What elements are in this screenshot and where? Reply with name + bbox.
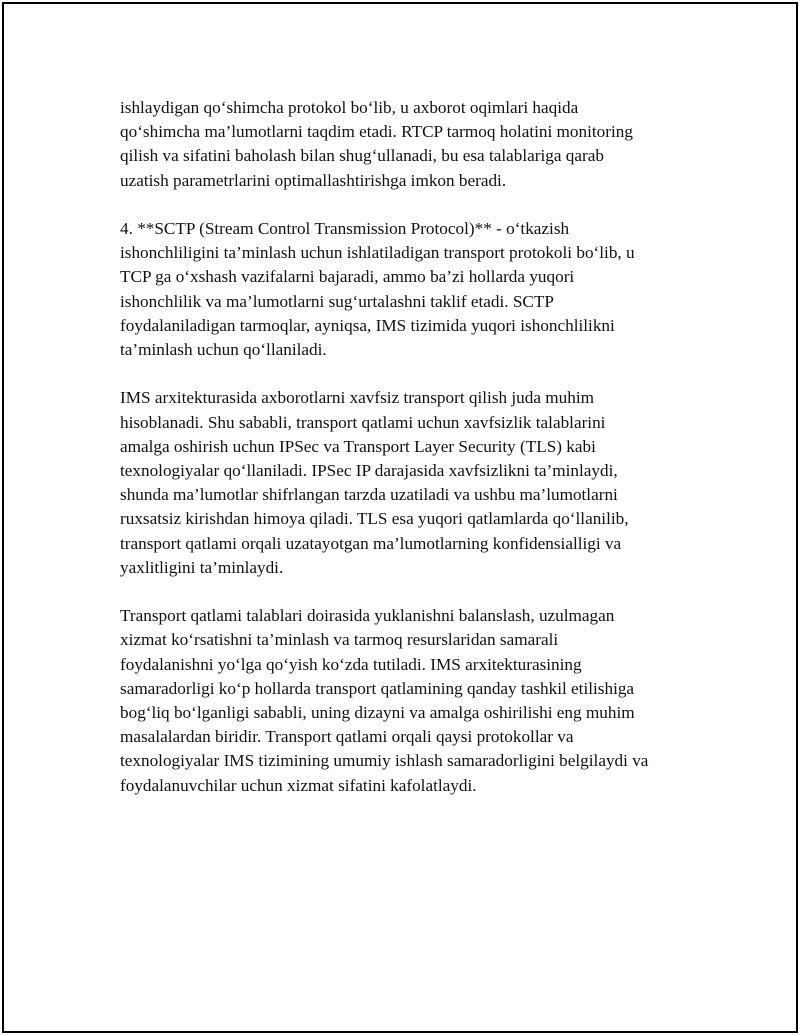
document-page	[2, 2, 798, 1033]
text-line: qilish va sifatini baholash bilan shug‘ullanadi, bu esa talablariga qarab	[120, 146, 604, 166]
text-line: ta’minlash uchun qo‘llaniladi.	[120, 340, 327, 360]
text-line: 4. **SCTP (Stream Control Transmission Protocol)** - o‘tkazish	[120, 219, 570, 238]
text-line: ishonchliligini ta’minlash uchun ishlatiladigan transport protokoli bo‘lib, u	[120, 243, 635, 263]
text-line: IMS arxitekturasida axborotlarni xavfsiz transport qilish juda muhim	[120, 388, 594, 408]
text-line: TCP ga o‘xshash vazifalarni bajaradi, ammo ba’zi hollarda yuqori	[120, 267, 575, 287]
document-body	[120, 96, 700, 822]
text-line: masalalardan biridir. Transport qatlami orqali qaysi protokollar va	[120, 727, 574, 747]
paragraph-rtcp	[120, 96, 700, 193]
paragraph-transport-requirements	[120, 604, 700, 798]
text-line: hisoblanadi. Shu sababli, transport qatlami uchun xavfsizlik talablarini	[120, 412, 606, 432]
text-line: amalga oshirish uchun IPSec va Transport Layer Security (TLS) kabi	[120, 436, 596, 456]
text-line: bog‘liq bo‘lganligi sababli, uning dizayni va amalga oshirilishi eng muhim	[120, 703, 635, 723]
text-line: ishlaydigan qo‘shimcha protokol bo‘lib, u axborot oqimlari haqida	[120, 98, 579, 117]
text-line: foydalanuvchilar uchun xizmat sifatini kafolatlaydi.	[120, 775, 477, 795]
paragraph-sctp	[120, 217, 700, 362]
text-line: qo‘shimcha ma’lumotlarni taqdim etadi. RTCP tarmoq holatini monitoring	[120, 122, 633, 142]
text-line: transport qatlami orqali uzatayotgan ma’lumotlarning konfidensialligi va	[120, 533, 622, 553]
text-line: texnologiyalar qo‘llaniladi. IPSec IP darajasida xavfsizlikni ta’minlaydi,	[120, 461, 618, 481]
text-line: shunda ma’lumotlar shifrlangan tarzda uzatiladi va ushbu ma’lumotlarni	[120, 485, 618, 505]
text-line: xizmat ko‘rsatishni ta’minlash va tarmoq resurslaridan samarali	[120, 630, 559, 650]
text-line: yaxlitligini ta’minlaydi.	[120, 557, 284, 577]
paragraph-security	[120, 386, 700, 580]
text-line: foydalanishni yo‘lga qo‘yish ko‘zda tutiladi. IMS arxitekturasining	[120, 654, 582, 674]
text-line: samaradorligi ko‘p hollarda transport qatlamining qanday tashkil etilishiga	[120, 678, 635, 698]
text-line: uzatish parametrlarini optimallashtirishga imkon beradi.	[120, 170, 507, 190]
text-line: foydalaniladigan tarmoqlar, ayniqsa, IMS tizimida yuqori ishonchlilikni	[120, 315, 615, 335]
text-line: ruxsatsiz kirishdan himoya qiladi. TLS esa yuqori qatlamlarda qo‘llanilib,	[120, 509, 629, 529]
text-line: texnologiyalar IMS tizimining umumiy ishlash samaradorligini belgilaydi va	[120, 751, 649, 771]
text-line: ishonchlilik va ma’lumotlarni sug‘urtalashni taklif etadi. SCTP	[120, 291, 554, 311]
text-line: Transport qatlami talablari doirasida yuklanishni balanslash, uzulmagan	[120, 606, 615, 626]
